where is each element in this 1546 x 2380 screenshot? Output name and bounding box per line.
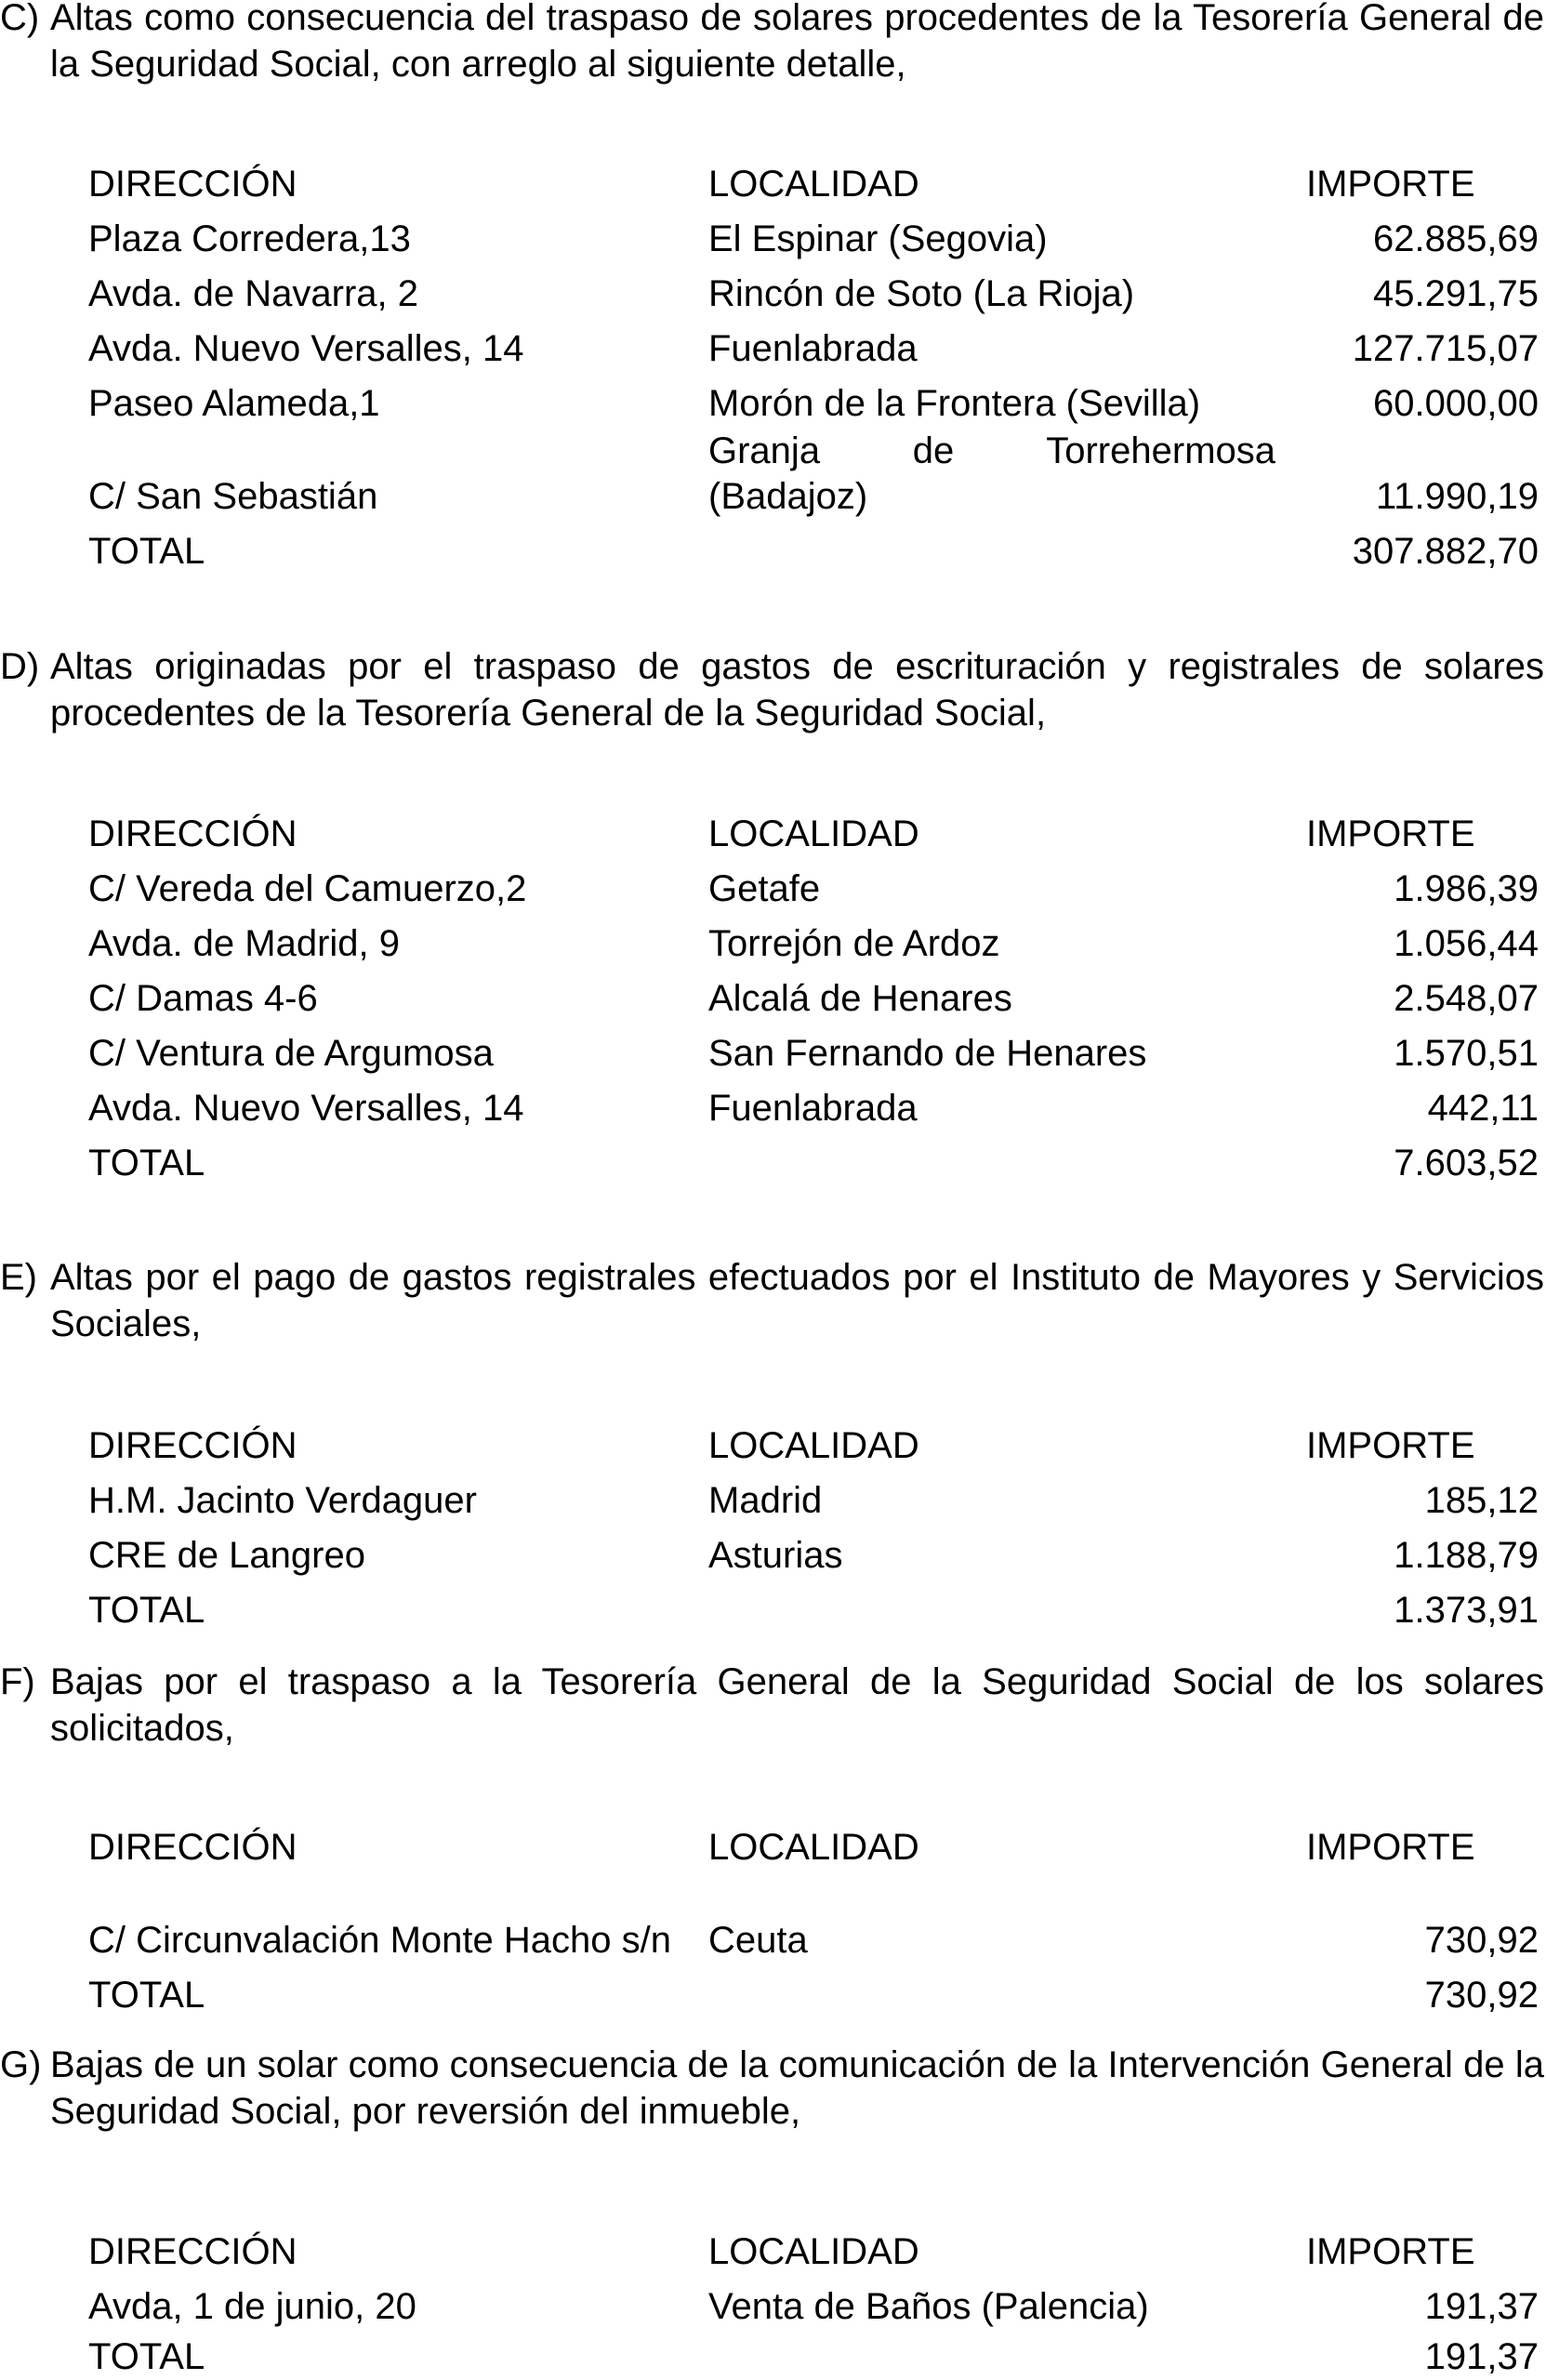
- cell-importe: 62.885,69: [1373, 218, 1539, 259]
- cell-localidad: Rincón de Soto (La Rioja): [708, 273, 1135, 314]
- cell-importe: 60.000,00: [1373, 383, 1539, 424]
- header-direccion: DIRECCIÓN: [88, 1827, 297, 1868]
- section-e-paragraph: [0, 1254, 1546, 1347]
- cell-localidad: Morón de la Frontera (Sevilla): [708, 383, 1201, 424]
- cell-direccion: Paseo Alameda,1: [88, 383, 380, 424]
- cell-localidad: Fuenlabrada: [708, 1088, 918, 1129]
- table-total-row: [88, 1964, 1539, 2018]
- section-g-paragraph: [0, 2042, 1546, 2135]
- total-label: TOTAL: [88, 531, 205, 572]
- section-e-table: [88, 1422, 1539, 1633]
- cell-direccion: C/ Ventura de Argumosa: [88, 1033, 494, 1074]
- section-f-letter: F): [0, 1661, 35, 1702]
- cell-direccion: Plaza Corredera,13: [88, 218, 411, 259]
- section-c-letter: C): [0, 0, 40, 38]
- cell-importe: 45.291,75: [1373, 273, 1539, 314]
- section-f-text: Bajas por el traspaso a la Tesorería General de la Seguridad Social de los solares solicitados,: [50, 1661, 1544, 1749]
- cell-localidad: Venta de Baños (Palencia): [708, 2286, 1149, 2327]
- cell-localidad: Ceuta: [708, 1920, 808, 1961]
- table-header-row: [88, 1422, 1539, 1469]
- header-importe: IMPORTE: [1306, 1827, 1475, 1868]
- header-localidad: LOCALIDAD: [708, 2231, 919, 2272]
- cell-localidad: Getafe: [708, 868, 821, 909]
- total-value: 1.373,91: [1394, 1590, 1539, 1631]
- table-row: [88, 262, 1539, 317]
- table-total-row: [88, 1131, 1539, 1186]
- table-row: [88, 857, 1539, 912]
- section-d-text: Altas originadas por el traspaso de gastos de escrituración y registrales de solares procedentes de la Tesorería General de la Seguridad Social,: [50, 646, 1544, 734]
- cell-localidad: Asturias: [708, 1535, 843, 1576]
- table-total-row: [88, 2330, 1539, 2380]
- cell-localidad: Madrid: [708, 1480, 823, 1521]
- section-d-letter: D): [0, 646, 40, 687]
- table-header-row: [88, 1824, 1539, 1871]
- cell-direccion: H.M. Jacinto Verdaguer: [88, 1480, 477, 1521]
- cell-importe: 2.548,07: [1394, 978, 1539, 1019]
- table-row: [88, 427, 1539, 520]
- section-e-text: Altas por el pago de gastos registrales efectuados por el Instituto de Mayores y Servicios Sociales,: [50, 1257, 1544, 1344]
- header-importe: IMPORTE: [1306, 2231, 1475, 2272]
- cell-importe: 730,92: [1424, 1920, 1539, 1961]
- cell-direccion: Avda. Nuevo Versalles, 14: [88, 1088, 524, 1129]
- header-direccion: DIRECCIÓN: [88, 2231, 297, 2272]
- table-row: [88, 912, 1539, 967]
- table-header-row: [88, 811, 1539, 857]
- section-d-table: [88, 811, 1539, 1186]
- header-direccion: DIRECCIÓN: [88, 1425, 297, 1466]
- total-value: 191,37: [1424, 2336, 1539, 2377]
- total-value: 7.603,52: [1394, 1143, 1539, 1183]
- cell-importe: 127.715,07: [1352, 328, 1539, 369]
- section-c-table: [88, 161, 1539, 575]
- header-direccion: DIRECCIÓN: [88, 813, 297, 854]
- cell-direccion: Avda, 1 de junio, 20: [88, 2286, 416, 2327]
- table-header-row: [88, 2228, 1539, 2275]
- cell-importe: 191,37: [1424, 2286, 1539, 2327]
- section-c-text: Altas como consecuencia del traspaso de solares procedentes de la Tesorería General de la Seguridad Social, con arreglo al siguiente detalle,: [50, 0, 1544, 85]
- total-value: 307.882,70: [1352, 531, 1539, 572]
- cell-localidad: Granja de Torrehermosa (Badajoz): [708, 430, 1275, 517]
- section-g-letter: G): [0, 2044, 42, 2085]
- cell-direccion: C/ San Sebastián: [88, 476, 378, 517]
- total-label: TOTAL: [88, 1975, 205, 2016]
- section-c-paragraph: [0, 0, 1546, 87]
- total-label: TOTAL: [88, 2336, 205, 2377]
- table-row: [88, 1871, 1539, 1964]
- header-importe: IMPORTE: [1306, 164, 1475, 205]
- cell-localidad: Torrejón de Ardoz: [708, 923, 1000, 964]
- section-f-table: [88, 1824, 1539, 2018]
- cell-importe: 1.570,51: [1394, 1033, 1539, 1074]
- table-row: [88, 2275, 1539, 2330]
- header-direccion: DIRECCIÓN: [88, 164, 297, 205]
- cell-direccion: C/ Circunvalación Monte Hacho s/n: [88, 1920, 671, 1961]
- cell-importe: 185,12: [1424, 1480, 1539, 1521]
- table-row: [88, 1077, 1539, 1131]
- cell-direccion: Avda. Nuevo Versalles, 14: [88, 328, 524, 369]
- table-total-row: [88, 520, 1539, 575]
- section-e-letter: E): [0, 1257, 37, 1298]
- section-f-paragraph: [0, 1659, 1546, 1752]
- header-localidad: LOCALIDAD: [708, 1425, 919, 1466]
- cell-direccion: Avda. de Madrid, 9: [88, 923, 401, 964]
- cell-importe: 1.188,79: [1394, 1535, 1539, 1576]
- header-localidad: LOCALIDAD: [708, 164, 919, 205]
- section-d-paragraph: [0, 643, 1546, 736]
- table-row: [88, 317, 1539, 372]
- total-value: 730,92: [1424, 1975, 1539, 2016]
- cell-direccion: C/ Damas 4-6: [88, 978, 318, 1019]
- header-localidad: LOCALIDAD: [708, 1827, 919, 1868]
- cell-localidad: Alcalá de Henares: [708, 978, 1012, 1019]
- cell-localidad: San Fernando de Henares: [708, 1033, 1147, 1074]
- cell-direccion: CRE de Langreo: [88, 1535, 365, 1576]
- cell-localidad: Fuenlabrada: [708, 328, 918, 369]
- table-total-row: [88, 1579, 1539, 1633]
- table-row: [88, 1469, 1539, 1524]
- header-localidad: LOCALIDAD: [708, 813, 919, 854]
- table-row: [88, 207, 1539, 262]
- section-g-text: Bajas de un solar como consecuencia de la comunicación de la Intervención General de la Seguridad Social, por reversión del inmueble,: [50, 2044, 1544, 2132]
- cell-importe: 11.990,19: [1376, 476, 1539, 517]
- table-row: [88, 1524, 1539, 1579]
- cell-importe: 442,11: [1427, 1088, 1539, 1129]
- section-g-table: [88, 2228, 1539, 2380]
- header-importe: IMPORTE: [1306, 1425, 1475, 1466]
- table-row: [88, 1022, 1539, 1077]
- table-row: [88, 372, 1539, 427]
- header-importe: IMPORTE: [1306, 813, 1475, 854]
- total-label: TOTAL: [88, 1590, 205, 1631]
- cell-localidad: El Espinar (Segovia): [708, 218, 1048, 259]
- table-row: [88, 967, 1539, 1022]
- total-label: TOTAL: [88, 1143, 205, 1183]
- cell-importe: 1.986,39: [1394, 868, 1539, 909]
- cell-direccion: C/ Vereda del Camuerzo,2: [88, 868, 527, 909]
- table-header-row: [88, 161, 1539, 207]
- cell-importe: 1.056,44: [1394, 923, 1539, 964]
- cell-direccion: Avda. de Navarra, 2: [88, 273, 419, 314]
